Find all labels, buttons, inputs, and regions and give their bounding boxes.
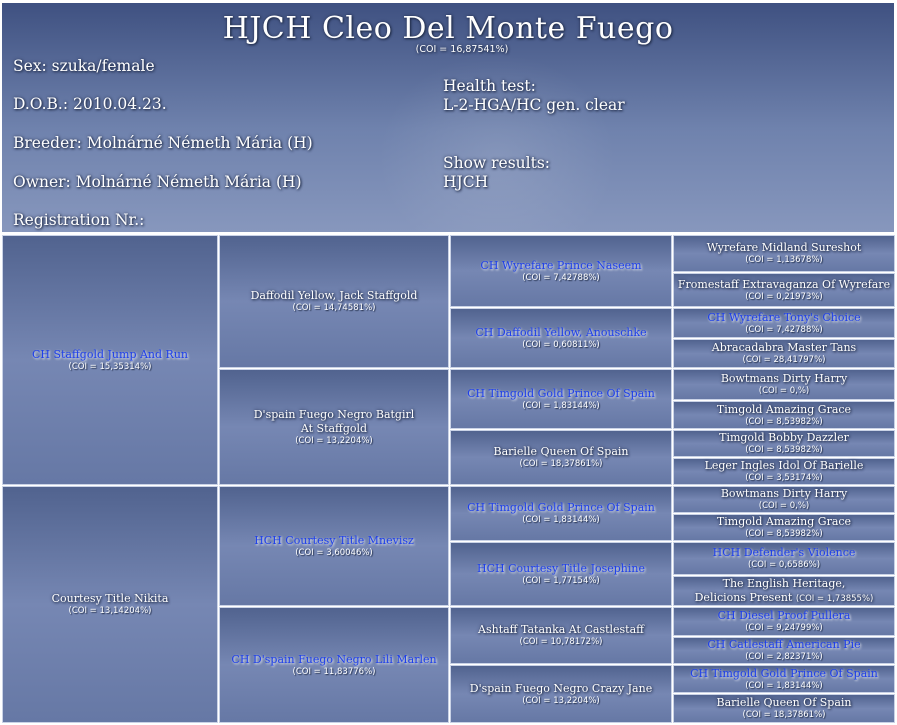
- dog-coi: (COI = 14,74581%): [292, 303, 376, 313]
- pedigree-gen4-cell[interactable]: [673, 665, 895, 693]
- pedigree-gen4-cell: [673, 401, 895, 429]
- dog-name[interactable]: CH Wyrefare Prince Naseem: [480, 258, 642, 272]
- dog-coi: (COI = 9,24799%): [745, 623, 823, 633]
- dog-name: Timgold Amazing Grace: [716, 402, 852, 416]
- dog-name: Leger Ingles Idol Of Barielle: [704, 459, 864, 472]
- pedigree-gen4-cell: [673, 486, 895, 513]
- dog-coi: (COI = 1,83144%): [745, 680, 823, 691]
- health-test-value: L-2-HGA/HC gen. clear: [443, 96, 625, 114]
- dog-coi: (COI = 1,83144%): [522, 515, 600, 525]
- pedigree-gen4-cell: [673, 369, 895, 400]
- dob-info: D.O.B.: 2010.04.23.: [13, 95, 167, 113]
- pedigree-gen4-cell[interactable]: [673, 308, 895, 338]
- dog-coi: (COI = 3,60046%): [295, 547, 373, 558]
- dog-coi: (COI = 0,%): [758, 386, 810, 396]
- dog-name: Timgold Bobby Dazzler: [719, 431, 849, 444]
- pedigree-gen3-cell[interactable]: [450, 235, 672, 307]
- dog-coi: (COI = 16,87541%): [415, 44, 509, 55]
- show-results-label: Show results:: [443, 154, 551, 172]
- dog-coi: (COI = 3,53174%): [745, 473, 823, 483]
- dog-coi: (COI = 18,37861%): [742, 710, 826, 720]
- pedigree-gen3-cell[interactable]: [450, 542, 672, 606]
- pedigree-gen4-cell: [673, 339, 895, 368]
- pedigree-gen2-cell: [219, 235, 449, 368]
- dog-coi: (COI = 0,6586%): [747, 560, 821, 570]
- pedigree-gen4-cell[interactable]: [673, 542, 895, 575]
- pedigree-gen3-cell[interactable]: [450, 369, 672, 429]
- dog-title: HJCH Cleo Del Monte Fuego: [222, 11, 674, 46]
- dog-name-line2: [695, 591, 874, 606]
- pedigree-gen4-cell: [673, 430, 895, 457]
- dog-name: Barielle Queen Of Spain: [716, 696, 852, 709]
- dog-name[interactable]: CH D'spain Fuego Negro Lili Marlen: [231, 652, 437, 666]
- dog-name: D'spain Fuego Negro Crazy Jane: [469, 681, 653, 695]
- dog-name: Fromestaff Extravaganza Of Wyrefare: [677, 277, 891, 291]
- owner-info: Owner: Molnárné Németh Mária (H): [13, 173, 302, 191]
- dog-name[interactable]: CH Timgold Gold Prince Of Spain: [690, 666, 878, 680]
- dog-name: Wyrefare Midland Sureshot: [706, 241, 862, 254]
- dog-coi: (COI = 1,83144%): [522, 400, 600, 411]
- pedigree-gen3-cell[interactable]: [450, 486, 672, 541]
- dog-coi: (COI = 0,21973%): [745, 291, 823, 302]
- pedigree-gen4-cell: [673, 235, 895, 272]
- dog-name[interactable]: CH Catlestaff American Pie: [707, 638, 861, 651]
- dog-name: Barielle Queen Of Spain: [493, 445, 629, 458]
- pedigree-gen4-cell[interactable]: [673, 607, 895, 636]
- dog-name: Daffodil Yellow, Jack Staffgold: [250, 289, 418, 302]
- pedigree-gen3-cell: [450, 607, 672, 664]
- pedigree-gen2-cell: [219, 369, 449, 485]
- dog-coi: (COI = 1,77154%): [522, 575, 600, 586]
- dog-header: [2, 3, 894, 232]
- pedigree-gen4-cell: [673, 514, 895, 541]
- dog-name[interactable]: CH Staffgold Jump And Run: [31, 347, 189, 361]
- pedigree-sire[interactable]: [2, 235, 218, 485]
- dog-name: D'spain Fuego Negro Batgirl: [253, 407, 415, 421]
- breeder-info: Breeder: Molnárné Németh Mária (H): [13, 134, 313, 152]
- dog-coi: (COI = 13,14204%): [68, 606, 152, 616]
- pedigree-gen4-cell: [673, 694, 895, 723]
- pedigree-gen4-cell: [673, 273, 895, 307]
- dog-name-line2: At Staffgold: [300, 421, 368, 435]
- dog-coi: (COI = 0,%): [758, 501, 810, 511]
- dog-coi: (COI = 15,35314%): [68, 361, 152, 372]
- dog-name: The English Heritage,: [722, 576, 846, 590]
- dog-name-line2-text: Delicions Present: [694, 590, 793, 604]
- pedigree-gen4-cell: [673, 458, 895, 485]
- dog-name[interactable]: CH Daffodil Yellow, Anouschke: [475, 325, 647, 339]
- show-results-value: HJCH: [443, 173, 489, 191]
- dog-name[interactable]: HCH Courtesy Title Josephine: [477, 561, 645, 575]
- dog-name[interactable]: HCH Defender's Violence: [712, 546, 856, 559]
- dog-coi: (COI = 13,2204%): [522, 695, 600, 706]
- dog-name[interactable]: HCH Courtesy Title Mnevisz: [254, 533, 414, 547]
- pedigree-gen4-cell[interactable]: [673, 637, 895, 664]
- pedigree-dam: [2, 486, 218, 723]
- dog-coi: (COI = 8,53982%): [745, 529, 823, 539]
- sex-info: Sex: szuka/female: [13, 57, 155, 75]
- pedigree-gen3-cell[interactable]: [450, 308, 672, 368]
- dog-coi: (COI = 2,82371%): [745, 652, 823, 662]
- pedigree-gen4-cell: [673, 576, 895, 606]
- dog-coi: (COI = 18,37861%): [519, 459, 603, 469]
- dog-coi: (COI = 13,2204%): [295, 435, 373, 446]
- dog-coi: (COI = 0,60811%): [522, 339, 600, 350]
- dog-coi: (COI = 7,42788%): [522, 272, 600, 283]
- dog-coi: (COI = 8,53982%): [745, 445, 823, 455]
- pedigree-gen3-cell: [450, 665, 672, 723]
- health-test-label: Health test:: [443, 77, 536, 95]
- dog-name[interactable]: CH Timgold Gold Prince Of Spain: [467, 386, 655, 400]
- dog-name[interactable]: CH Timgold Gold Prince Of Spain: [467, 501, 655, 514]
- dog-coi: (COI = 7,42788%): [745, 324, 823, 335]
- pedigree-gen3-cell: [450, 430, 672, 485]
- dog-coi: (COI = 11,83776%): [292, 666, 376, 677]
- dog-name: Ashtaff Tatanka At Castlestaff: [478, 623, 644, 636]
- dog-name: Timgold Amazing Grace: [716, 515, 852, 528]
- registration-info: Registration Nr.:: [13, 211, 145, 229]
- dog-name: Abracadabra Master Tans: [711, 341, 857, 354]
- dog-coi: (COI = 10,78172%): [519, 637, 603, 647]
- dog-name[interactable]: CH Diesel Proof Pullera: [717, 609, 851, 622]
- dog-name: Courtesy Title Nikita: [51, 592, 169, 605]
- dog-coi: (COI = 1,13678%): [745, 255, 823, 265]
- dog-coi: (COI = 1,73855%): [795, 593, 874, 604]
- dog-coi: (COI = 8,53982%): [745, 416, 823, 427]
- dog-coi: (COI = 28,41797%): [742, 355, 826, 365]
- dog-name: Bowtmans Dirty Harry: [720, 487, 848, 500]
- dog-name: Bowtmans Dirty Harry: [720, 372, 848, 385]
- pedigree-gen2-cell[interactable]: [219, 607, 449, 723]
- pedigree-gen2-cell[interactable]: [219, 486, 449, 606]
- dog-name[interactable]: CH Wyrefare Tony's Choice: [707, 310, 861, 324]
